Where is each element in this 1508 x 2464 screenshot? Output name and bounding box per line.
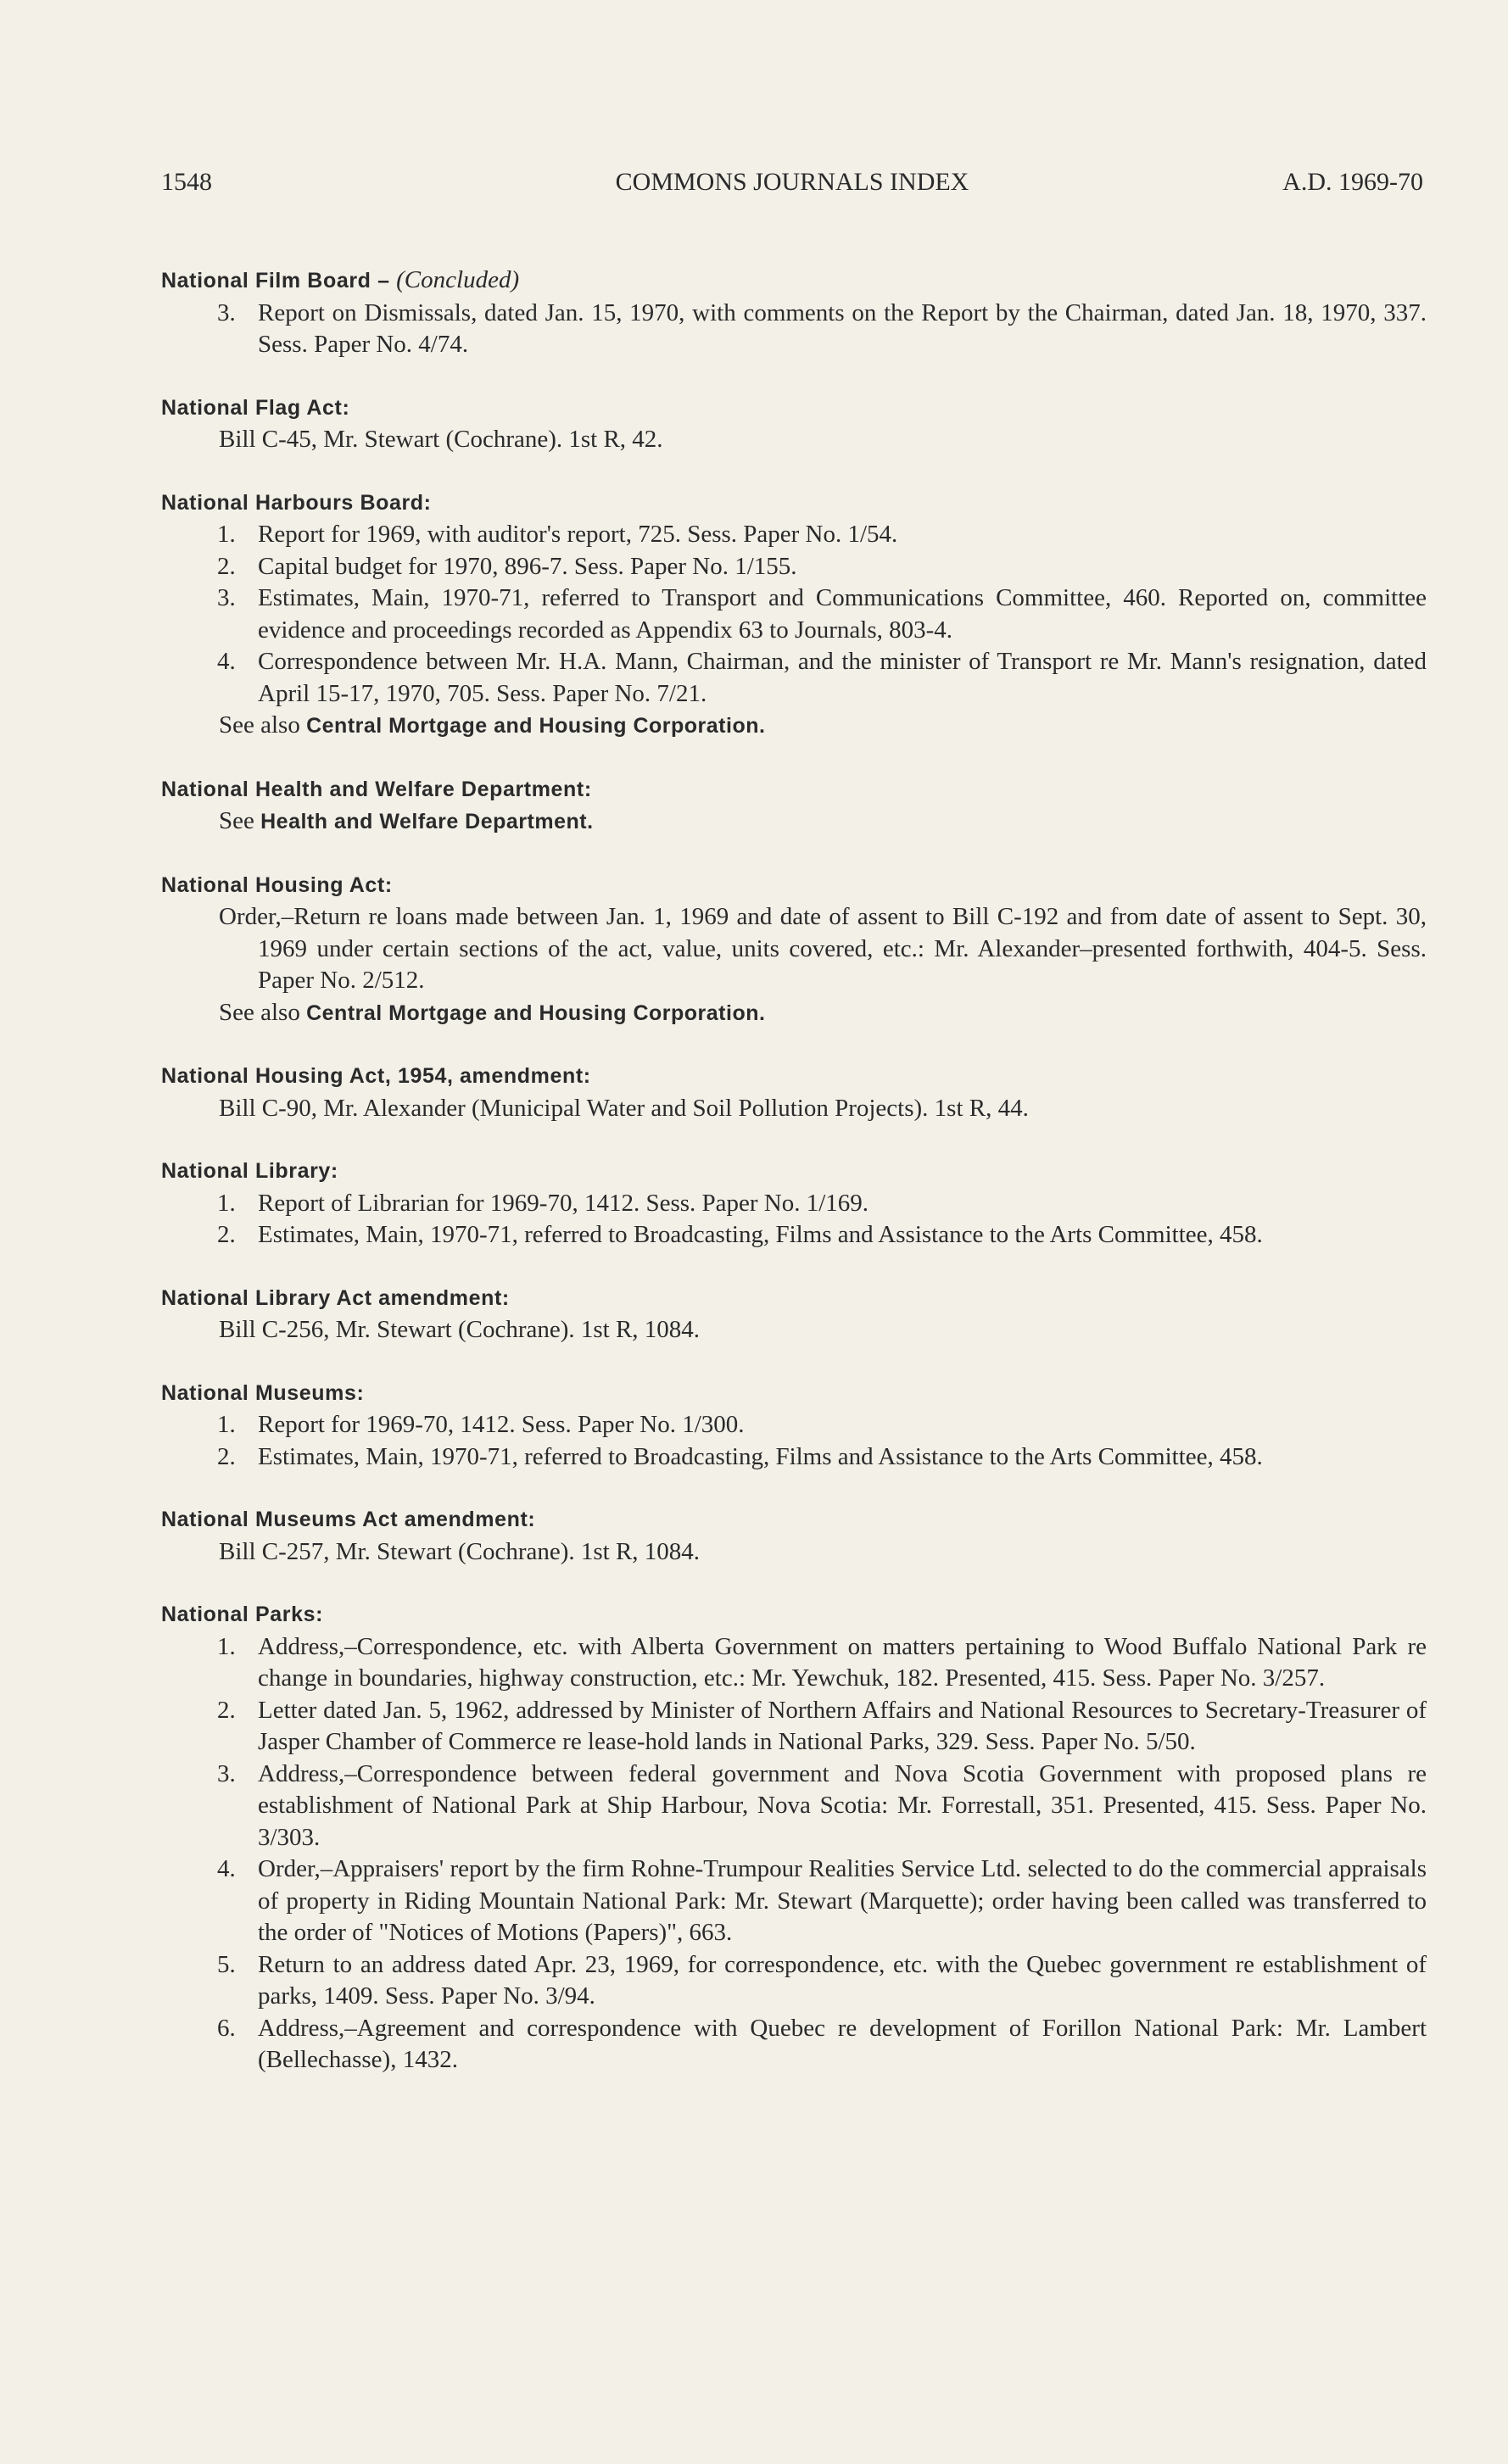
item-text: Estimates, Main, 1970-71, referred to Broadcasting, Films and Assistance to the Arts Committee, 458.	[258, 1442, 1263, 1470]
see-reference: Health and Welfare Department.	[260, 810, 594, 833]
entry-heading-text: National Library Act amendment:	[161, 1285, 510, 1310]
index-entry	[161, 1504, 1427, 1568]
item-text: Report of Librarian for 1969-70, 1412. Sess. Paper No. 1/169.	[258, 1189, 869, 1217]
index-entry	[161, 1599, 1427, 2077]
entry-heading-text: National Film Board –	[161, 269, 390, 293]
item-number: 3.	[217, 584, 236, 611]
index-entry	[161, 265, 1427, 361]
item-number: 5.	[217, 1950, 236, 1978]
item-text: Estimates, Main, 1970-71, referred to Transport and Communications Committee, 460. Reported on, committee evidence and proceedings recorded as Appendix 63 to Journals, 803-4.	[258, 584, 1427, 644]
entry-heading-text: National Health and Welfare Department:	[161, 777, 592, 801]
entry-text: Bill C-45, Mr. Stewart (Cochrane). 1st R, 42.	[219, 426, 663, 453]
entry-item	[161, 1188, 1427, 1220]
entry-heading	[161, 1156, 1427, 1188]
entry-heading	[161, 1283, 1427, 1315]
index-entry	[161, 774, 1427, 839]
item-number: 4.	[217, 648, 236, 675]
entry-heading-text: National Housing Act:	[161, 872, 393, 897]
page-header	[161, 168, 1423, 197]
entry-heading-text: National Flag Act:	[161, 395, 350, 420]
see-prefix: See also	[219, 998, 300, 1026]
entry-heading	[161, 1061, 1427, 1093]
see-reference: Central Mortgage and Housing Corporation.	[306, 714, 766, 738]
see-reference: Central Mortgage and Housing Corporation.	[306, 1001, 766, 1025]
entry-heading-text: National Library:	[161, 1159, 338, 1183]
item-text: Return to an address dated Apr. 23, 1969, for correspondence, etc. with the Quebec government re establishment of parks, 1409. Sess. Paper No. 3/94.	[258, 1950, 1427, 2010]
index-entries	[161, 265, 1427, 2108]
entry-heading	[161, 774, 1427, 806]
item-number: 1.	[217, 1411, 236, 1438]
session-label: A.D. 1969-70	[1282, 168, 1423, 196]
see-also-line	[161, 710, 1427, 743]
entry-heading-text: National Museums Act amendment:	[161, 1508, 536, 1531]
entry-heading-continuation: (Concluded)	[396, 266, 520, 293]
entry-heading-text: National Parks:	[161, 1603, 324, 1626]
entry-heading	[161, 265, 1427, 298]
entry-heading	[161, 1378, 1427, 1410]
item-text: Address,–Correspondence between federal government and Nova Scotia Government with proposed plans re establishment of National Park at Ship Harbour, Nova Scotia: Mr. Forrestall, 351. Presented, 415. Sess. Paper No. 3/303.	[258, 1759, 1427, 1851]
item-text: Correspondence between Mr. H.A. Mann, Chairman, and the minister of Transport re Mr. Mann's resignation, dated April 15-17, 1970, 705. Sess. Paper No. 7/21.	[258, 648, 1427, 707]
item-number: 2.	[217, 1696, 236, 1724]
entry-item	[161, 1409, 1427, 1441]
item-number: 3.	[217, 1759, 236, 1787]
entry-text: Order,–Return re loans made between Jan. 1, 1969 and date of assent to Bill C-192 and from date of assent to Sept. 30, 1969 under certain sections of the act, value, units covered, etc.: Mr. Alexander–presented forthwith, 404-5. Sess. Paper No. 2/512.	[219, 903, 1427, 994]
item-number: 2.	[217, 1221, 236, 1248]
entry-item	[161, 519, 1427, 551]
item-text: Order,–Appraisers' report by the firm Rohne-Trumpour Realities Service Ltd. selected to do the commercial appraisals of property in Riding Mountain National Park: Mr. Stewart (Marquette); order having been called was transferred to the order of "Notices of Motions (Papers)", 663.	[258, 1855, 1427, 1946]
item-text: Address,–Correspondence, etc. with Alberta Government on matters pertaining to Wood Buffalo National Park re change in boundaries, highway construction, etc.: Mr. Yewchuk, 182. Presented, 415. Sess. Paper No. 3/257.	[258, 1632, 1427, 1692]
item-number: 2.	[217, 1442, 236, 1470]
entry-item	[161, 1854, 1427, 1949]
item-number: 2.	[217, 552, 236, 580]
item-text: Report on Dismissals, dated Jan. 15, 1970, with comments on the Report by the Chairman, dated Jan. 18, 1970, 337. Sess. Paper No. 4/74.	[258, 298, 1427, 358]
entry-heading	[161, 393, 1427, 425]
index-entry	[161, 870, 1427, 1030]
entry-item	[161, 1695, 1427, 1759]
see-prefix: See	[219, 807, 254, 834]
item-text: Address,–Agreement and correspondence with Quebec re development of Forillon National Park: Mr. Lambert (Bellechasse), 1432.	[258, 2014, 1427, 2073]
item-number: 1.	[217, 1632, 236, 1660]
index-entry	[161, 1283, 1427, 1346]
entry-item	[161, 551, 1427, 583]
item-text: Report for 1969-70, 1412. Sess. Paper No. 1/300.	[258, 1411, 745, 1438]
item-text: Estimates, Main, 1970-71, referred to Broadcasting, Films and Assistance to the Arts Committee, 458.	[258, 1221, 1263, 1248]
entry-text: Bill C-256, Mr. Stewart (Cochrane). 1st R, 1084.	[219, 1316, 701, 1343]
index-entry	[161, 1061, 1427, 1124]
entry-text: Bill C-257, Mr. Stewart (Cochrane). 1st R, 1084.	[219, 1537, 701, 1565]
entry-heading	[161, 1504, 1427, 1536]
entry-text: Bill C-90, Mr. Alexander (Municipal Water and Soil Pollution Projects). 1st R, 44.	[219, 1094, 1029, 1122]
index-entry	[161, 488, 1427, 743]
entry-heading-text: National Harbours Board:	[161, 490, 432, 515]
entry-heading	[161, 870, 1427, 902]
index-entry	[161, 1378, 1427, 1474]
index-entry	[161, 393, 1427, 456]
entry-item	[161, 1631, 1427, 1695]
item-number: 6.	[217, 2014, 236, 2042]
index-entry	[161, 1156, 1427, 1252]
entry-heading-text: National Museums:	[161, 1380, 365, 1405]
entry-item	[161, 646, 1427, 710]
entry-item	[161, 1759, 1427, 1854]
entry-item	[161, 1219, 1427, 1252]
item-text: Capital budget for 1970, 896-7. Sess. Paper No. 1/155.	[258, 552, 797, 580]
running-title: COMMONS JOURNALS INDEX	[615, 168, 969, 196]
page-number: 1548	[161, 168, 212, 196]
entry-item	[161, 583, 1427, 646]
entry-item	[161, 1441, 1427, 1474]
item-number: 4.	[217, 1855, 236, 1882]
entry-heading-text: National Housing Act, 1954, amendment:	[161, 1064, 591, 1088]
entry-heading	[161, 1599, 1427, 1631]
item-text: Letter dated Jan. 5, 1962, addressed by Minister of Northern Affairs and National Resources to Secretary-Treasurer of Jasper Chamber of Commerce re lease-hold lands in National Parks, 329. Sess. Paper No. 5/50.	[258, 1696, 1427, 1755]
see-prefix: See also	[219, 711, 300, 739]
see-also-line	[161, 806, 1427, 839]
item-text: Report for 1969, with auditor's report, 725. Sess. Paper No. 1/54.	[258, 521, 898, 548]
item-number: 3.	[217, 298, 236, 326]
entry-item	[161, 1949, 1427, 2013]
item-number: 1.	[217, 521, 236, 548]
entry-heading	[161, 488, 1427, 520]
see-also-line	[161, 997, 1427, 1030]
item-number: 1.	[217, 1189, 236, 1217]
entry-item	[161, 298, 1427, 361]
entry-item	[161, 2013, 1427, 2077]
